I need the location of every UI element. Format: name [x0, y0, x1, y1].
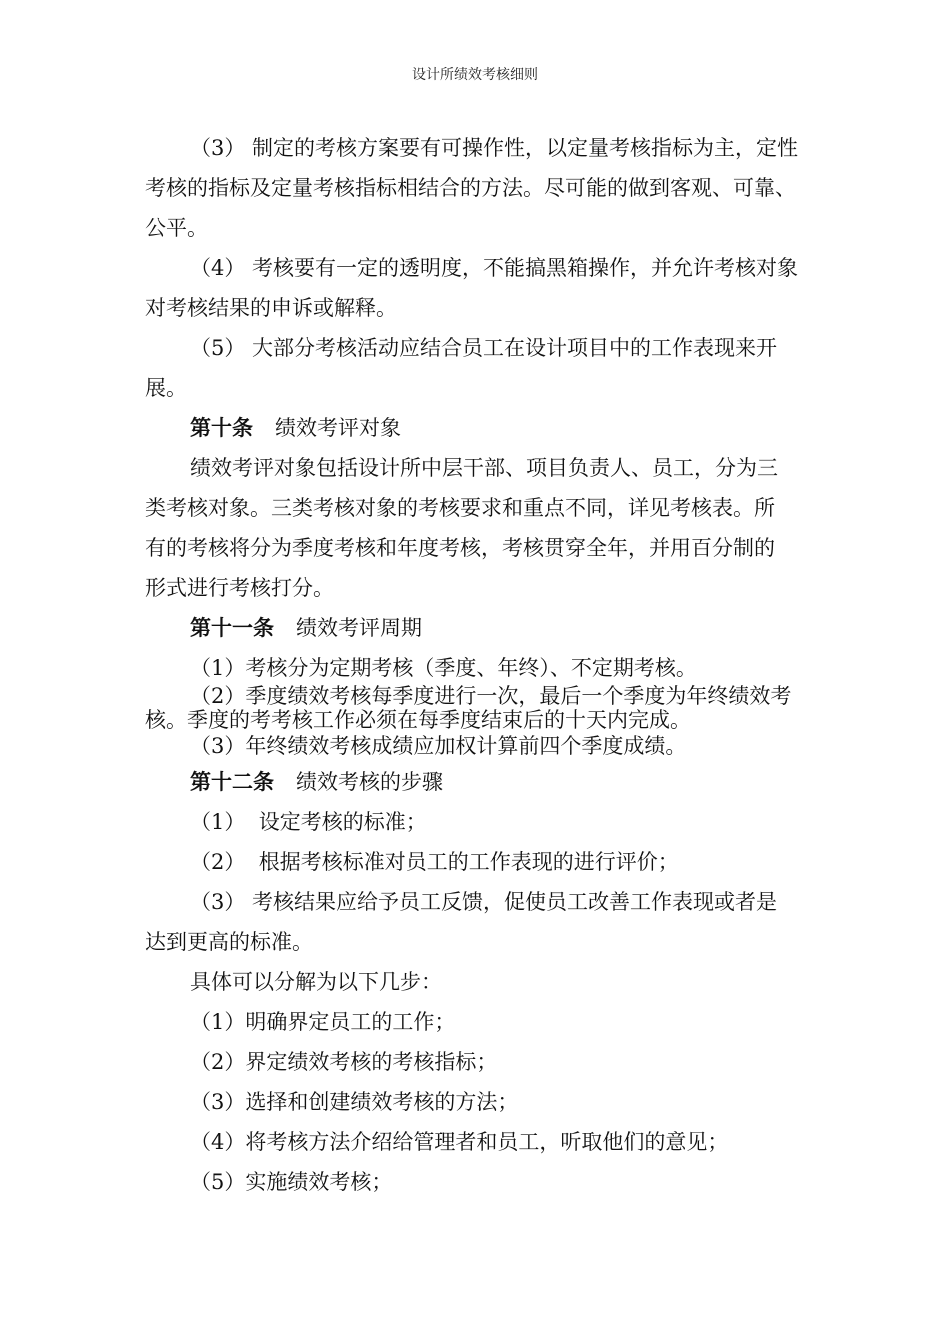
- article-subtitle: 绩效考评周期: [296, 616, 422, 640]
- paragraph-line: 具体可以分解为以下几步：: [190, 970, 442, 994]
- paragraph-line: （4） 考核要有一定的透明度，不能搞黑箱操作，并允许考核对象: [190, 256, 799, 280]
- article-number: 第十条: [190, 415, 253, 440]
- list-item: （5）实施绩效考核；: [190, 1170, 393, 1194]
- paragraph-line: 绩效考评对象包括设计所中层干部、项目负责人、员工，分为三: [190, 456, 778, 480]
- paragraph-line: （5） 大部分考核活动应结合员工在设计项目中的工作表现来开: [190, 336, 778, 360]
- article-heading: [190, 414, 880, 442]
- paragraph-line: 对考核结果的申诉或解释。: [145, 296, 397, 320]
- paragraph-line: （3） 制定的考核方案要有可操作性，以定量考核指标为主，定性: [190, 136, 799, 160]
- paragraph-line: （2） 根据考核标准对员工的工作表现的进行评价；: [190, 850, 679, 874]
- paragraph-line: 达到更高的标准。: [145, 930, 313, 954]
- paragraph-line: 类考核对象。三类考核对象的考核要求和重点不同，详见考核表。所: [145, 496, 775, 520]
- paragraph-line: 有的考核将分为季度考核和年度考核，考核贯穿全年，并用百分制的: [145, 536, 775, 560]
- page-header: 设计所绩效考核细则: [412, 67, 538, 83]
- paragraph-line: （1）考核分为定期考核（季度、年终）、不定期考核。: [190, 656, 697, 680]
- article-heading: [190, 614, 880, 642]
- list-item: （4）将考核方法介绍给管理者和员工，听取他们的意见；: [190, 1130, 729, 1154]
- paragraph-line: （3） 考核结果应给予员工反馈，促使员工改善工作表现或者是: [190, 890, 778, 914]
- article-number: 第十一条: [190, 615, 274, 640]
- list-item: （3）选择和创建绩效考核的方法；: [190, 1090, 519, 1114]
- list-item: （1）明确界定员工的工作；: [190, 1010, 456, 1034]
- article-subtitle: 绩效考核的步骤: [296, 770, 443, 794]
- paragraph-line: 形式进行考核打分。: [145, 576, 334, 600]
- paragraph-line: 展。: [145, 376, 187, 400]
- paragraph-line: （2）季度绩效考核每季度进行一次，最后一个季度为年终绩效考: [190, 684, 792, 708]
- paragraph-line: 考核的指标及定量考核指标相结合的方法。尽可能的做到客观、可靠、: [145, 176, 796, 200]
- article-number: 第十二条: [190, 769, 274, 794]
- article-heading: [190, 768, 880, 796]
- paragraph-line: 公平。: [145, 216, 208, 240]
- paragraph-line: （3）年终绩效考核成绩应加权计算前四个季度成绩。: [190, 734, 687, 758]
- list-item: （2）界定绩效考核的考核指标；: [190, 1050, 498, 1074]
- article-subtitle: 绩效考评对象: [275, 416, 401, 440]
- paragraph-line: （1） 设定考核的标准；: [190, 810, 427, 834]
- paragraph-line: 核。季度的考考核工作必须在每季度结束后的十天内完成。: [145, 708, 691, 732]
